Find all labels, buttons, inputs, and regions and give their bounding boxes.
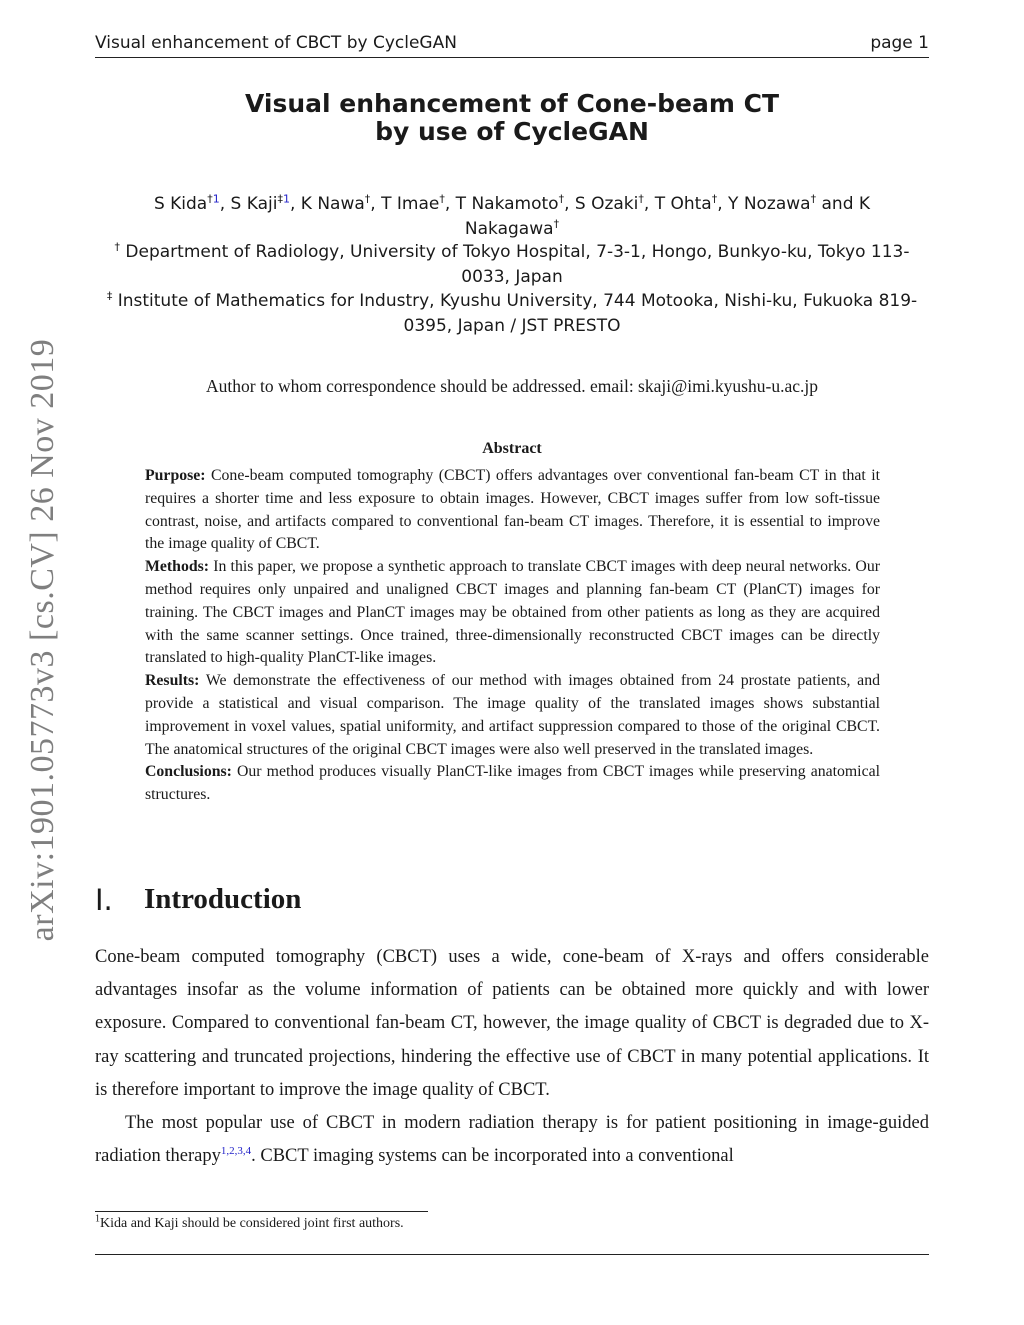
abstract-conclusions-label: Conclusions:: [145, 763, 232, 781]
body-paragraph-2-continued: . CBCT imaging systems can be incorporated into a conventional: [251, 1146, 734, 1167]
author-separator: ,: [370, 194, 382, 214]
author-affiliation-mark: †: [439, 192, 445, 206]
author-separator: ,: [564, 194, 575, 214]
body-text: [95, 941, 929, 1173]
footnote-rule: [95, 1211, 428, 1212]
affiliation-2: [95, 289, 929, 338]
affiliation-1-text: Department of Radiology, University of Tokyo Hospital, 7-3-1, Hongo, Bunkyo-ku, Tokyo 113-0033, Japan: [125, 242, 910, 287]
abstract-purpose: [145, 465, 880, 556]
author-affiliation-mark: †: [207, 192, 213, 206]
author-affiliation-mark: †: [711, 192, 718, 206]
author-separator: ,: [643, 194, 655, 214]
abstract-conclusions: [145, 761, 880, 807]
author-name: K Nawa: [300, 194, 365, 214]
abstract-results-label: Results:: [145, 672, 200, 690]
abstract-results-text: We demonstrate the effectiveness of our method with images obtained from 24 prostate patients, and provide a statistical and visual comparison. The image quality of the translated images shows substantial improvement in voxel values, spatial uniformity, and artifact suppression compared to those of the original CBCT. The anatomical structures of the original CBCT images were also well preserved in the translated images.: [145, 672, 880, 758]
page-number: page 1: [870, 33, 929, 53]
section-number: I.: [95, 883, 113, 917]
body-paragraph-1: Cone-beam computed tomography (CBCT) uses a wide, cone-beam of X-rays and offers considerable advantages insofar as the volume information of patients can be obtained more quickly and with lower exposure. Compared to conventional fan-beam CT, however, the image quality of CBCT is degraded due to X-ray scattering and truncated projections, hindering the effective use of CBCT in many potential applications. It is therefore important to improve the image quality of CBCT.: [95, 947, 929, 1100]
body-paragraph-2: [95, 1107, 929, 1173]
author-name: Y Nozawa: [728, 194, 811, 214]
paper-title-line-2: by use of CycleGAN: [375, 117, 649, 146]
footnote: [95, 1215, 404, 1233]
author-name: S Kida: [153, 194, 208, 214]
author-name: T Ohta: [654, 194, 712, 214]
author-name: S Ozaki: [574, 194, 639, 214]
paper-title-line-1: Visual enhancement of Cone-beam CT: [244, 89, 780, 118]
affiliation-1: [95, 240, 929, 289]
author-footnote-link[interactable]: 1: [282, 192, 290, 206]
bottom-rule: [95, 1254, 929, 1255]
author-footnote-link[interactable]: 1: [212, 192, 220, 206]
footnote-text: Kida and Kaji should be considered joint first authors.: [100, 1216, 404, 1231]
body-paragraph-2-text: The most popular use of CBCT in modern radiation therapy is for patient positioning in image-guided radiation therapy: [95, 1113, 929, 1167]
abstract-purpose-label: Purpose:: [145, 467, 206, 484]
abstract-body: [145, 465, 880, 807]
citation-link[interactable]: 1,2,3,4: [220, 1145, 252, 1158]
author-separator: ,: [289, 194, 301, 214]
abstract-heading: Abstract: [482, 440, 542, 457]
author-name: S Kaji: [230, 194, 278, 214]
affiliation-2-text: Institute of Mathematics for Industry, Kyushu University, 744 Motooka, Nishi-ku, Fukuoka 819-0395, Japan / JST PRESTO: [117, 291, 918, 336]
author-name: K Nakagawa: [464, 194, 871, 239]
header-rule: [95, 57, 929, 58]
author-affiliation-mark: †: [553, 216, 560, 230]
affiliation-1-mark: †: [114, 240, 120, 254]
abstract-purpose-text: Cone-beam computed tomography (CBCT) offers advantages over conventional fan-beam CT in that it requires a shorter time and less exposure to obtain images. However, CBCT images suffer from low soft-tissue contrast, noise, and artifacts compared to conventional fan-beam CT images. Therefore, it is essential to improve the image quality of CBCT.: [145, 467, 880, 553]
abstract-results: [145, 670, 880, 761]
affiliation-2-mark: ‡: [106, 289, 113, 303]
correspondence-note: Author to whom correspondence should be addressed. email: skaji@imi.kyushu-u.ac.jp: [206, 376, 818, 396]
section-title: Introduction: [144, 883, 302, 915]
footnote-mark: 1: [95, 1213, 100, 1225]
author-name: T Nakamoto: [455, 194, 559, 214]
author-separator: ,: [717, 194, 729, 214]
paper-title: [95, 90, 929, 146]
author-affiliation-mark: ‡: [277, 192, 283, 206]
running-header: [95, 33, 929, 53]
abstract-methods: [145, 556, 880, 670]
author-list: [120, 192, 904, 241]
abstract-methods-text: In this paper, we propose a synthetic approach to translate CBCT images with deep neural networks. Our method requires only unpaired and unaligned CBCT images and planning fan-beam CT (PlanCT) images for training. The CBCT images and PlanCT images may be obtained from other patients as long as they are acquired with the same scanner settings. Once trained, three-dimensionally reconstructed CBCT images can be directly translated to high-quality PlanCT-like images.: [145, 558, 880, 667]
abstract-methods-label: Methods:: [145, 558, 210, 576]
author-separator: and: [816, 194, 859, 214]
author-separator: ,: [219, 194, 231, 214]
author-affiliation-mark: †: [638, 192, 644, 206]
running-header-title: Visual enhancement of CBCT by CycleGAN: [95, 33, 457, 53]
abstract-conclusions-text: Our method produces visually PlanCT-like images from CBCT images while preserving anatomical structures.: [145, 763, 880, 804]
author-affiliation-mark: †: [810, 192, 817, 206]
author-affiliation-mark: †: [558, 192, 565, 206]
author-name: T Imae: [381, 194, 440, 214]
arxiv-identifier-stamp: arXiv:1901.05773v3 [cs.CV] 26 Nov 2019: [24, 338, 61, 942]
author-affiliation-mark: †: [364, 192, 371, 206]
author-separator: ,: [444, 194, 456, 214]
